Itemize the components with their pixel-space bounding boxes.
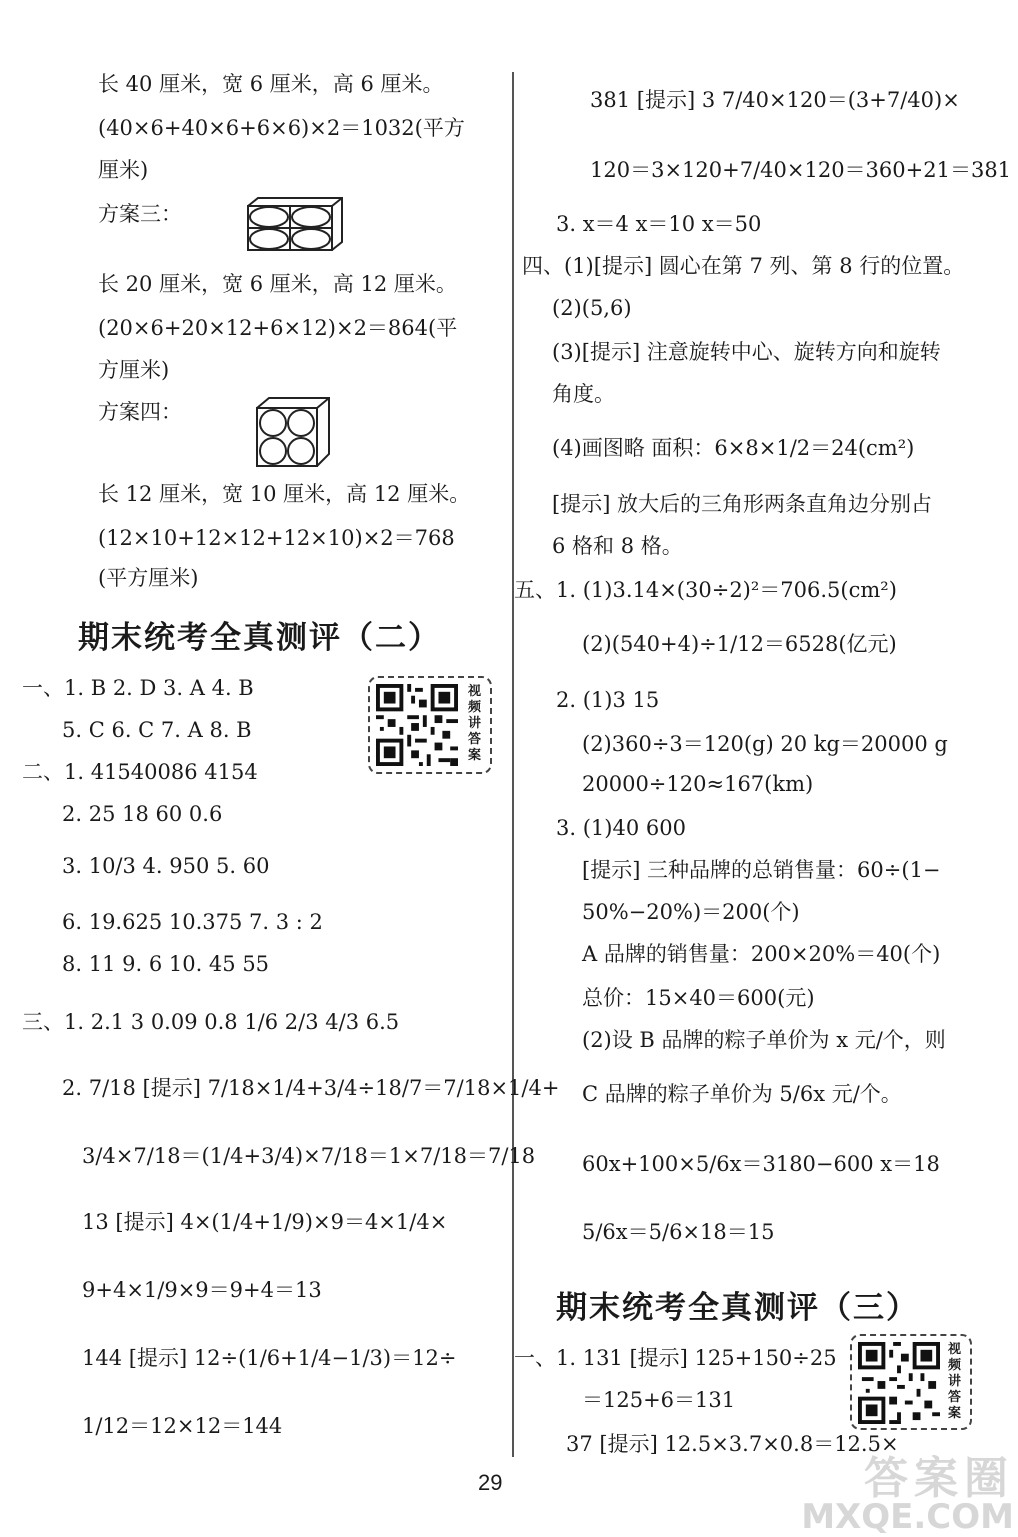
answer-line: 9+4×1/9×9＝9+4＝13 — [82, 1278, 322, 1302]
box-figure-plan-3 — [246, 196, 344, 252]
answer-line: (4)画图略 面积：6×8×1/2＝24(cm²) — [552, 436, 915, 460]
answer-line: 四、(1)[提示] 圆心在第 7 列、第 8 行的位置。 — [522, 254, 965, 278]
answer-line: 3/4×7/18＝(1/4+3/4)×7/18＝1×7/18＝7/18 — [82, 1144, 536, 1168]
text-line: (20×6+20×12+6×12)×2＝864(平 — [98, 316, 458, 340]
answer-line: (2)360÷3＝120(g) 20 kg＝20000 g — [582, 732, 948, 756]
answer-line: (3)[提示] 注意旋转中心、旋转方向和旋转 — [552, 340, 941, 364]
answer-line: [提示] 放大后的三角形两条直角边分别占 — [552, 492, 933, 516]
box-figure-plan-4 — [255, 396, 331, 468]
watermark-logo: 答案圈 — [864, 1453, 1014, 1504]
answer-line: 二、1. 41540086 4154 — [22, 760, 258, 784]
answer-line: 2. (1)3 15 — [556, 688, 660, 712]
text-line: 长 40 厘米，宽 6 厘米，高 6 厘米。 — [98, 72, 444, 96]
answer-line: 3. x＝4 x＝10 x＝50 — [556, 212, 762, 236]
answer-line: 8. 11 9. 6 10. 45 55 — [62, 952, 270, 976]
answer-line: 6. 19.625 10.375 7. 3 : 2 — [62, 910, 323, 934]
text-line: 厘米) — [98, 158, 149, 182]
qr-label: 视频讲答案 — [468, 684, 482, 763]
answer-line: 角度。 — [552, 382, 615, 406]
answer-line: 6 格和 8 格。 — [552, 534, 683, 558]
answer-line: 2. 25 18 60 0.6 — [62, 802, 223, 826]
answer-line: 一、1. B 2. D 3. A 4. B — [22, 676, 254, 700]
answer-line: C 品牌的粽子单价为 5/6x 元/个。 — [582, 1082, 902, 1106]
answer-line: 3. (1)40 600 — [556, 816, 686, 840]
answer-line: 3. 10/3 4. 950 5. 60 — [62, 854, 270, 878]
text-line: 长 12 厘米，宽 10 厘米，高 12 厘米。 — [98, 482, 471, 506]
answer-line: (2)设 B 品牌的粽子单价为 x 元/个，则 — [582, 1028, 946, 1052]
qr-code-video-answers[interactable] — [368, 676, 492, 774]
answer-line: 2. 7/18 [提示] 7/18×1/4+3/4÷18/7＝7/18×1/4+ — [62, 1076, 560, 1100]
watermark — [801, 1453, 1014, 1537]
column-divider — [512, 72, 514, 1457]
text-line: (平方厘米) — [98, 566, 199, 590]
watermark-url: MXQE.COM — [801, 1497, 1014, 1537]
qr-code-icon — [858, 1342, 940, 1424]
text-line: 方厘米) — [98, 358, 170, 382]
answer-line: 120＝3×120+7/40×120＝360+21＝381 — [590, 158, 1012, 182]
answer-line: 144 [提示] 12÷(1/6+1/4−1/3)＝12÷ — [82, 1346, 457, 1370]
answer-line: 381 [提示] 3 7/40×120＝(3+7/40)× — [590, 88, 960, 112]
answer-line: 总价：15×40＝600(元) — [582, 986, 815, 1010]
answer-line: (2)(540+4)÷1/12＝6528(亿元) — [582, 632, 897, 656]
answer-line: 三、1. 2.1 3 0.09 0.8 1/6 2/3 4/3 6.5 — [22, 1010, 400, 1034]
text-line: (40×6+40×6+6×6)×2＝1032(平方 — [98, 116, 465, 140]
text-line: 方案三： — [98, 202, 182, 226]
answer-line: 37 [提示] 12.5×3.7×0.8＝12.5× — [566, 1432, 899, 1456]
qr-code-video-answers[interactable] — [850, 1334, 972, 1430]
answer-line: 5. C 6. C 7. A 8. B — [62, 718, 252, 742]
answer-line: 5/6x＝5/6×18＝15 — [582, 1220, 775, 1244]
answer-line: 一、1. 131 [提示] 125+150÷25 — [514, 1346, 837, 1370]
answer-line: 60x+100×5/6x＝3180−600 x＝18 — [582, 1152, 940, 1176]
answer-line: 1/12＝12×12＝144 — [82, 1414, 283, 1438]
answer-line: 50%−20%)＝200(个) — [582, 900, 800, 924]
qr-label: 视频讲答案 — [948, 1342, 962, 1421]
text-line: 长 20 厘米，宽 6 厘米，高 12 厘米。 — [98, 272, 457, 296]
text-line: (12×10+12×12+12×10)×2＝768 — [98, 526, 455, 550]
answer-line: (2)(5,6) — [552, 296, 632, 320]
page-number: 29 — [478, 1470, 503, 1495]
answer-line: 13 [提示] 4×(1/4+1/9)×9＝4×1/4× — [82, 1210, 448, 1234]
answer-line: ＝125+6＝131 — [582, 1388, 736, 1412]
section-heading: 期末统考全真测评（二） — [78, 620, 441, 656]
text-line: 方案四： — [98, 400, 182, 424]
answer-line: [提示] 三种品牌的总销售量：60÷(1− — [582, 858, 941, 882]
section-heading: 期末统考全真测评（三） — [556, 1290, 919, 1326]
answer-line: A 品牌的销售量：200×20%＝40(个) — [582, 942, 941, 966]
qr-code-icon — [376, 684, 458, 766]
answer-line: 五、1. (1)3.14×(30÷2)²＝706.5(cm²) — [514, 578, 897, 602]
answer-line: 20000÷120≈167(km) — [582, 772, 814, 796]
